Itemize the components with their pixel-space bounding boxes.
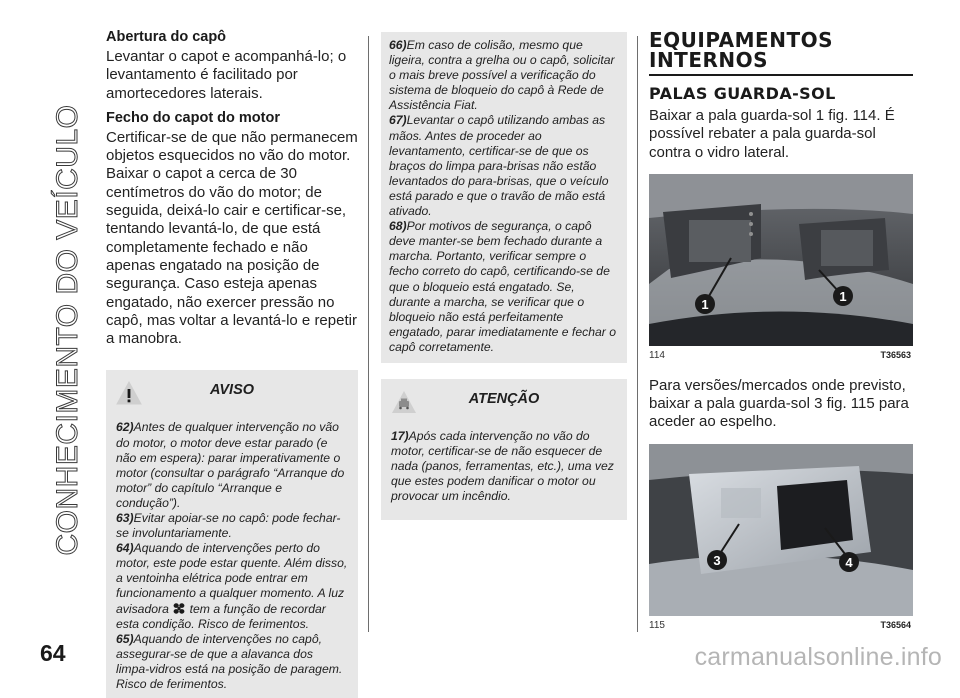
paragraph-sun-visor: Baixar a pala guarda-sol 1 fig. 114. É possível rebater a pala guarda-sol contra o vidro lateral. [649, 107, 895, 161]
notice-atencao [381, 379, 627, 520]
notice-item-text: tem a função de recordar esta condição. Risco de ferimentos. [116, 601, 326, 631]
paragraph-vanity-mirror: Para versões/mercados onde previsto, baixar a pala guarda-sol 3 fig. 115 para aceder ao espelho. [649, 376, 909, 431]
heading-hood-opening: Abertura do capô [106, 29, 227, 45]
column-right [649, 30, 913, 631]
paragraph-hood-closing: Certificar-se de que não permanecem objetos esquecidos no vão do motor. Baixar o capot a cerca de 30 centímetros do vão do motor; de seguida, deixá-lo cair e certificar-se, tentando levantá-lo, de que está completamente fechado e não apenas engatado na posição de segurança. Caso esteja apenas engatado, não exercer pressão no capô, mas voltar a levantá-lo e repetir a manobra. [106, 128, 358, 348]
notice-item-text: Em caso de colisão, mesmo que ligeira, contra a grelha ou o capô, solicitar o mais breve possível a verificação do sistema de bloqueio do capô à Rede de Assistência Fiat. [389, 38, 615, 113]
column-middle [381, 40, 627, 520]
fan-icon [172, 602, 186, 615]
notice-item-number: 65) [116, 631, 134, 646]
notice-item [389, 113, 619, 219]
notice-item [116, 511, 348, 541]
figure-115 [649, 444, 913, 631]
sun-visor-photo [649, 174, 913, 346]
notice-item-text: Evitar apoiar-se no capô: pode fechar-se involuntariamente. [116, 511, 341, 541]
notice-item [116, 420, 348, 511]
watermark: carmanualsonline.info [694, 643, 942, 671]
column-divider [368, 36, 369, 632]
figure-code: T36563 [880, 350, 911, 361]
notice-body [381, 419, 627, 514]
heading-hood-closing: Fecho do capot do motor [106, 109, 280, 126]
column-left [106, 28, 358, 698]
chapter-section-heading [649, 30, 913, 70]
notice-header [381, 379, 627, 419]
figure-114 [649, 174, 913, 361]
callout-1-secondary: 1 [839, 288, 847, 304]
page-number: 64 [40, 640, 66, 666]
notice-item-text: Por motivos de segurança, o capô deve manter-se bem fechado durante a marcha. Portanto, verificar sempre o fecho correto do capô, certificando-se de que o bloqueio está engatado. Se, durante a marcha, se verificar que o bloqueio não está perfeitamente engatado, parar imediatamente e fechar o capô corretamente. [389, 219, 616, 354]
notice-item-text: Após cada intervenção no vão do motor, certificar-se de não esquecer de nada (panos, ferramentas, etc.), uma vez que estes podem danificar o motor ou provocar um incêndio. [391, 428, 614, 504]
notice-item-number: 64) [116, 541, 134, 556]
figure-number: 115 [649, 619, 665, 631]
paragraph-hood-opening: Levantar o capot e acompanhá-lo; o levantamento é facilitado por amortecedores laterais. [106, 48, 347, 102]
notice-item [391, 429, 617, 504]
figure-code: T36564 [880, 620, 911, 631]
notice-header [106, 370, 358, 410]
figure-caption [649, 350, 913, 361]
notice-item [389, 38, 619, 113]
chapter-side-title: CONHECIMENTO DO VEÍCULO [51, 104, 84, 556]
notice-item-text: Antes de qualquer intervenção no vão do motor, o motor deve estar parado (e não em espera): parar imperativamente o motor (consultar o parágrafo “Arranque do motor” do capítulo “Arranque e condução”). [116, 420, 345, 510]
section-heading-sun-visors: PALAS GUARDA-SOL [649, 84, 836, 103]
notice-aviso [106, 370, 358, 698]
figure-caption [649, 620, 913, 631]
heading-rule [649, 74, 913, 76]
heading-line: EQUIPAMENTOS [649, 28, 833, 52]
notice-item [116, 632, 348, 692]
column-divider [637, 36, 638, 632]
notice-item-number: 63) [116, 511, 134, 526]
notice-item [389, 219, 619, 355]
sun-visor-illustration [649, 174, 913, 346]
notice-item [116, 541, 348, 632]
notice-item-number: 67) [389, 113, 407, 128]
notice-title: ATENÇÃO [468, 390, 540, 407]
notice-item-text: Aquando de intervenções perto do motor, este pode estar quente. Além disso, a ventoinha elétrica pode entrar em funcionamento a qualquer momento. A luz avisadora [116, 541, 348, 616]
heading-line: INTERNOS [649, 48, 769, 72]
notice-item-number: 68) [389, 219, 407, 234]
callout-3: 3 [713, 552, 721, 568]
notice-item-number: 17) [391, 428, 409, 443]
notice-continued [381, 32, 627, 363]
callout-1: 1 [701, 296, 709, 312]
notice-item-text: Aquando de intervenções no capô, assegurar-se de que a alavanca dos limpa-vidros está na posição de paragem. Risco de ferimentos. [116, 631, 343, 692]
notice-item-number: 66) [389, 38, 407, 52]
vanity-mirror-photo [649, 444, 913, 616]
vanity-mirror-illustration [649, 444, 913, 616]
callout-4: 4 [845, 554, 853, 570]
notice-item-number: 62) [116, 420, 134, 435]
figure-number: 114 [649, 349, 665, 361]
notice-title: AVISO [209, 382, 255, 399]
notice-item-text: Levantar o capô utilizando ambas as mãos. Antes de proceder ao levantamento, certificar-se de que os braços do limpa para-brisas não estão levantados do para-brisas, que o veículo está parado e que o travão de mão está ativado. [389, 113, 609, 219]
notice-body [106, 410, 358, 692]
